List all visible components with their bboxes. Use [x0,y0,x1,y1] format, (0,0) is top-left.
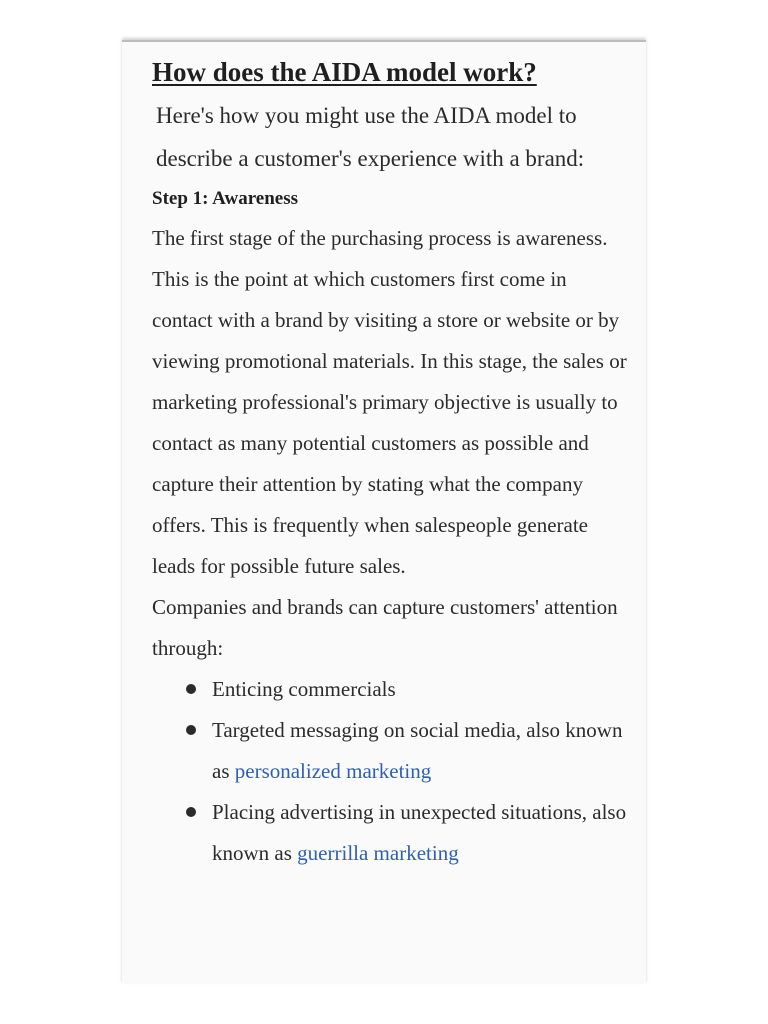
article-content [152,56,632,874]
step-1-heading: Step 1: Awareness [152,188,299,209]
list-item [182,710,632,792]
list-item [182,792,632,874]
step-1-paragraph: The first stage of the purchasing process is awareness. This is the point at which customers first come in contact with a brand by visiting a store or website or by viewing promotional materials. In this stage, the sales or marketing professional's primary objective is usually to contact as many potential customers as possible and capture their attention by stating what the company offers. This is frequently when salespeople generate leads for possible future sales. [152,226,627,578]
list-item-text: Enticing commercials [212,677,396,701]
intro-paragraph: Here's how you might use the AIDA model to describe a customer's experience with a brand: [156,103,585,171]
list-item-text: Placing advertising in unexpected situations, also known as [212,800,627,865]
guerrilla-marketing-link[interactable]: guerrilla marketing [297,841,459,865]
attention-methods-list [152,669,632,874]
personalized-marketing-link[interactable]: personalized marketing [234,759,432,783]
article-title: How does the AIDA model work? [152,57,537,87]
list-item [182,669,632,710]
article-card [122,40,646,984]
bullet-icon [186,725,196,735]
list-item-text: Targeted messaging on social media, also known as [212,718,623,783]
bullet-icon [186,684,196,694]
bullet-icon [186,807,196,817]
attention-intro-paragraph: Companies and brands can capture customers' attention through: [152,595,618,660]
